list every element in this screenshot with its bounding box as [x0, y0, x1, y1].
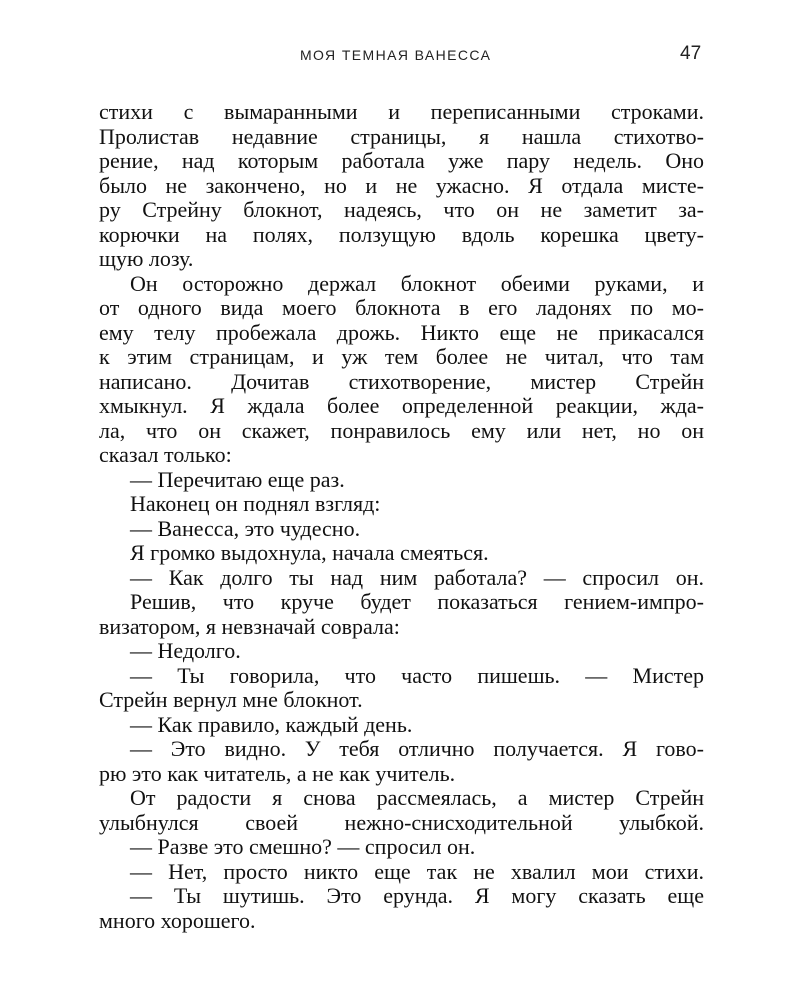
- text-line: хмыкнул. Я ждала более определенной реакции, жда-: [99, 393, 704, 418]
- text-line: стихи с вымаранными и переписанными строками.: [99, 99, 704, 124]
- text-line: много хорошего.: [99, 907, 256, 933]
- text-line: от одного вида моего блокнота в его ладонях по мо-: [99, 295, 704, 320]
- text-line: ру Стрейну блокнот, надеясь, что он не заметит за-: [99, 197, 704, 222]
- body-text: [99, 100, 704, 933]
- text-line: рение, над которым работала уже пару недель. Оно: [99, 148, 704, 173]
- text-line: Я громко выдохнула, начала смеяться.: [130, 540, 489, 565]
- text-line: Стрейн вернул мне блокнот.: [99, 687, 363, 712]
- text-line: корючки на полях, ползущую вдоль корешка цвету-: [99, 221, 704, 247]
- text-line: Наконец он поднял взгляд:: [130, 491, 381, 516]
- text-line: — Перечитаю еще раз.: [130, 466, 345, 492]
- text-line: Пролистав недавние страницы, я нашла стихотво-: [99, 123, 704, 149]
- text-line: Он осторожно держал блокнот обеими руками, и: [130, 270, 704, 296]
- text-line: ла, что он скажет, понравилось ему или нет, но он: [99, 417, 704, 443]
- text-line: ему телу пробежала дрожь. Никто еще не прикасался: [99, 319, 704, 345]
- text-line: к этим страницам, и уж тем более не читал, что там: [99, 344, 704, 369]
- text-line: сказал только:: [99, 442, 232, 467]
- text-line: Решив, что круче будет показаться гением-импро-: [130, 589, 704, 614]
- text-line: — Недолго.: [130, 638, 241, 663]
- text-line: — Это видно. У тебя отлично получается. Я гово-: [130, 736, 704, 761]
- text-line: — Как долго ты над ним работала? — спросил он.: [130, 564, 704, 590]
- text-line: было не закончено, но и не ужасно. Я отдала мисте-: [99, 172, 704, 198]
- text-line: визатором, я невзначай соврала:: [99, 613, 400, 639]
- text-line: — Нет, просто никто еще так не хвалил мои стихи.: [130, 858, 704, 884]
- text-line: — Как правило, каждый день.: [130, 711, 413, 737]
- text-line: — Ты шутишь. Это ерунда. Я могу сказать еще: [130, 883, 704, 908]
- running-title: МОЯ ТЕМНАЯ ВАНЕССА: [300, 47, 492, 63]
- text-line: написано. Дочитав стихотворение, мистер Стрейн: [99, 368, 704, 394]
- text-line: улыбнулся своей нежно-снисходительной улыбкой.: [99, 809, 704, 835]
- page-number: 47: [680, 43, 702, 64]
- text-line: — Ты говорила, что часто пишешь. — Мистер: [130, 662, 704, 688]
- text-line: От радости я снова рассмеялась, а мистер Стрейн: [130, 785, 704, 810]
- text-line: щую лозу.: [99, 246, 194, 271]
- text-line: — Разве это смешно? — спросил он.: [130, 834, 476, 859]
- text-line: — Ванесса, это чудесно.: [130, 515, 361, 541]
- text-line: рю это как читатель, а не как учитель.: [99, 760, 456, 786]
